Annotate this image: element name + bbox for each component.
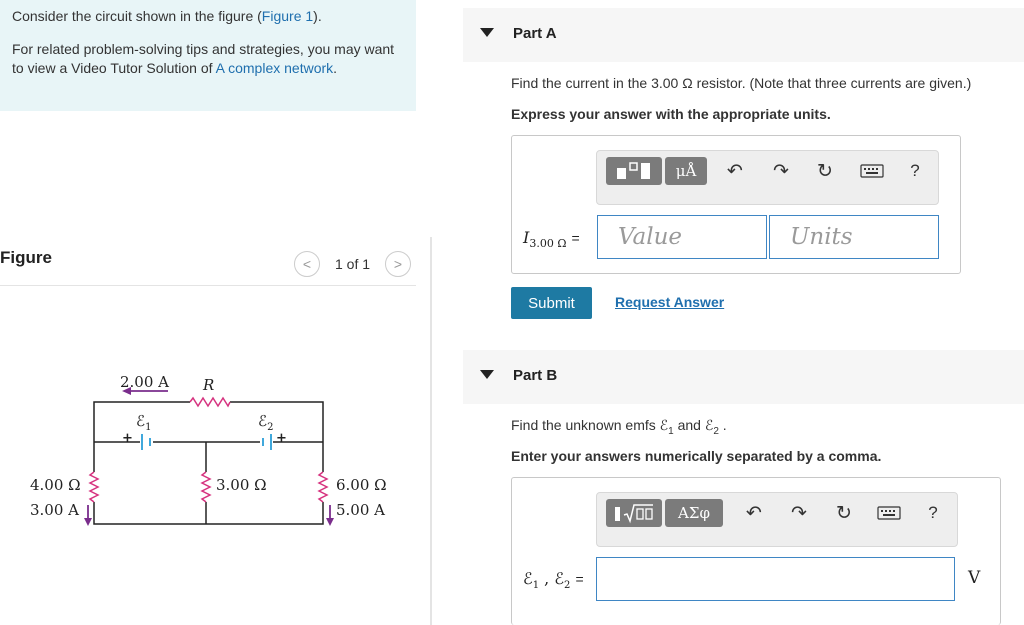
equals-sign: = (571, 230, 580, 246)
intro-line-1 (12, 7, 407, 26)
emf1-symbol: ℰ (659, 418, 669, 434)
emf-subscript-1: 1 (532, 580, 540, 592)
emf-symbol: ℰ (523, 569, 533, 588)
emf-symbol: ℰ (554, 569, 565, 588)
emf2-label: ℰ$_2$ (258, 412, 274, 433)
prev-figure-button[interactable] (294, 251, 320, 277)
reset-icon[interactable]: ↻ (817, 160, 833, 182)
units-input[interactable]: Units (769, 215, 939, 259)
top-current-label: 2.00 A (120, 373, 169, 391)
right-resistor-label: 6.00 Ω (336, 476, 387, 494)
figure-1-link[interactable]: Figure 1 (261, 8, 314, 24)
template-icon (614, 161, 654, 181)
redo-icon[interactable]: ↷ (773, 160, 789, 182)
submit-button[interactable]: Submit (511, 287, 592, 319)
collapse-triangle-icon (480, 28, 494, 37)
video-tutor-link[interactable]: A complex network (215, 60, 334, 76)
collapse-triangle-icon (480, 370, 494, 379)
part-a-question: Find the current in the 3.00 Ω resistor. (Note that three currents are given.) (511, 75, 972, 91)
templates-button[interactable] (606, 157, 662, 185)
part-b-question (511, 417, 727, 437)
middle-resistor-label: 3.00 Ω (216, 476, 267, 494)
emf-subscript-2: 2 (564, 580, 571, 592)
answer-subscript: 3.00 Ω (529, 237, 567, 251)
resistor-6ohm (319, 472, 327, 502)
keyboard-icon[interactable] (876, 502, 902, 524)
help-button[interactable]: ? (910, 161, 920, 180)
part-a-title: Part A (513, 25, 557, 42)
separator: , (539, 569, 555, 588)
equals-sign: = (575, 571, 584, 587)
figure-pager-text: 1 of 1 (335, 256, 371, 272)
emf1-plus-sign: + (122, 431, 133, 446)
resistors (90, 398, 327, 502)
emf-answer-input[interactable] (596, 557, 955, 601)
part-a-header[interactable] (463, 8, 1024, 62)
right-current-label: 5.00 A (336, 501, 385, 519)
intro-text: Consider the circuit shown in the figure ( (12, 8, 262, 24)
intro-text: ). (313, 8, 322, 24)
part-a-answer-label (523, 228, 580, 250)
resistor-R (190, 398, 230, 406)
help-button[interactable]: ? (928, 503, 938, 522)
math-templates-button[interactable] (606, 499, 662, 527)
circuit-diagram (0, 360, 420, 540)
part-b-answer-label (523, 569, 584, 591)
resistor-R-label: R (203, 376, 215, 394)
emf2-subscript: 2 (713, 425, 719, 437)
sqrt-template-icon (612, 502, 656, 524)
part-b-header[interactable] (463, 350, 1024, 404)
answer-symbol: I (523, 228, 530, 247)
part-b-toolbar (596, 492, 958, 547)
left-resistor-label: 4.00 Ω (30, 476, 81, 494)
chevron-left-icon: < (302, 256, 312, 272)
question-text: and (673, 417, 705, 433)
part-b-title: Part B (513, 367, 558, 384)
undo-icon[interactable]: ↶ (746, 502, 762, 524)
intro-text: . (333, 60, 338, 76)
keyboard-icon[interactable] (859, 160, 885, 182)
figure-rule (0, 285, 416, 286)
question-text: Find the unknown emfs (511, 417, 660, 433)
figure-title: Figure (0, 248, 52, 267)
redo-icon[interactable]: ↷ (791, 502, 807, 524)
part-a-instruction: Express your answer with the appropriate units. (511, 106, 831, 122)
emf2-plus-sign: + (276, 431, 287, 446)
request-answer-link[interactable]: Request Answer (615, 294, 725, 310)
resistor-3ohm (202, 472, 210, 502)
emf1-subscript: 1 (668, 425, 674, 437)
unit-label-volts: V (968, 568, 981, 588)
emf2-symbol: ℰ (704, 418, 714, 434)
column-divider (430, 237, 432, 625)
intro-panel (0, 0, 416, 111)
value-input[interactable]: Value (597, 215, 767, 259)
question-text: . (718, 417, 727, 433)
part-a-toolbar (596, 150, 939, 205)
undo-icon[interactable]: ↶ (727, 160, 743, 182)
emf1-label: ℰ$_1$ (136, 412, 152, 433)
part-b-instruction: Enter your answers numerically separated by a comma. (511, 448, 882, 464)
intro-text: For related problem-solving tips and strategies, you may want to view a Video Tutor Solution of (12, 41, 395, 76)
reset-icon[interactable]: ↻ (836, 502, 852, 524)
units-button[interactable]: μÅ (665, 157, 707, 185)
next-figure-button[interactable] (385, 251, 411, 277)
left-current-label: 3.00 A (30, 501, 79, 519)
circuit-wires (94, 402, 323, 524)
chevron-right-icon: > (393, 256, 403, 272)
resistor-4ohm (90, 472, 98, 502)
greek-symbols-button[interactable]: ΑΣφ (665, 499, 723, 527)
intro-paragraph-2 (12, 40, 407, 78)
current-arrows (84, 387, 334, 526)
